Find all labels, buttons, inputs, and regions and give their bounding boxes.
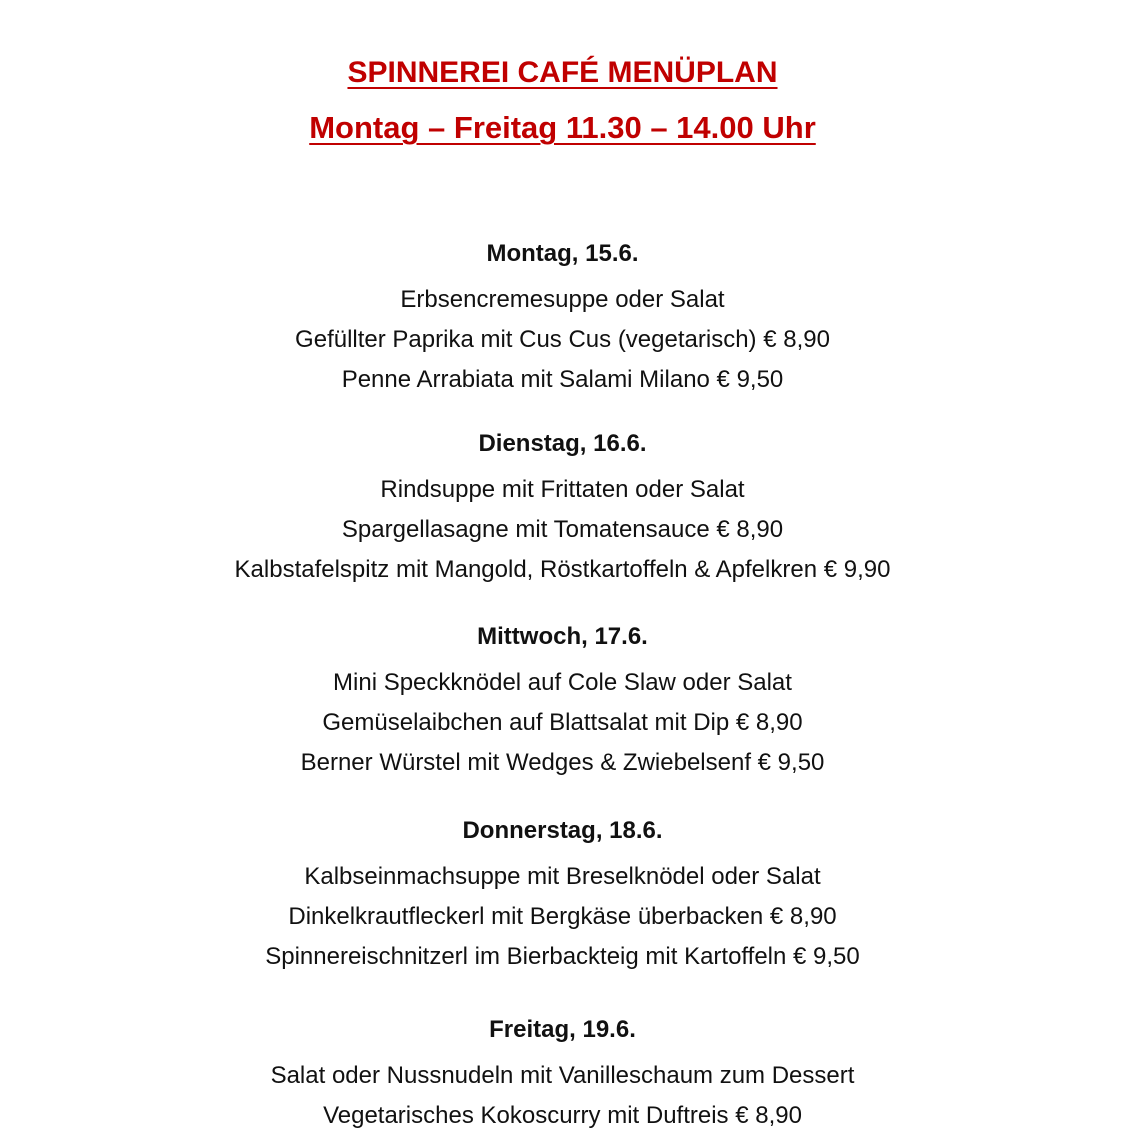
day-thursday <box>0 817 1125 977</box>
dish-item: Berner Würstel mit Wedges & Zwiebelsenf € 9,50 <box>300 749 825 776</box>
dish-item: Vegetarisches Kokoscurry mit Duftreis € 8,90 <box>323 1102 802 1129</box>
day-name: Dienstag, 16.6. <box>478 430 647 457</box>
day-friday <box>0 1016 1125 1136</box>
dish-item: Rindsuppe mit Frittaten oder Salat <box>380 476 745 503</box>
day-name: Montag, 15.6. <box>486 240 639 267</box>
dish-item: Erbsencremesuppe oder Salat <box>400 286 725 313</box>
day-name: Freitag, 19.6. <box>489 1016 636 1043</box>
dish-item: Spinnereischnitzerl im Bierbackteig mit Kartoffeln € 9,50 <box>265 943 860 970</box>
dish-item: Gemüselaibchen auf Blattsalat mit Dip € 8,90 <box>322 709 803 736</box>
day-name: Donnerstag, 18.6. <box>462 817 663 844</box>
dish-item: Mini Speckknödel auf Cole Slaw oder Salat <box>333 669 792 696</box>
day-name: Mittwoch, 17.6. <box>477 623 648 650</box>
day-wednesday <box>0 623 1125 783</box>
menu-hours: Montag – Freitag 11.30 – 14.00 Uhr <box>309 110 816 145</box>
menu-title: SPINNEREI CAFÉ MENÜPLAN <box>347 56 778 89</box>
day-tuesday <box>0 430 1125 590</box>
dish-item: Kalbseinmachsuppe mit Breselknödel oder Salat <box>304 863 821 890</box>
dish-item: Salat oder Nussnudeln mit Vanilleschaum zum Dessert <box>270 1062 855 1089</box>
dish-item: Dinkelkrautfleckerl mit Bergkäse überbacken € 8,90 <box>288 903 837 930</box>
dish-item: Kalbstafelspitz mit Mangold, Röstkartoffeln & Apfelkren € 9,90 <box>234 556 891 583</box>
dish-item: Gefüllter Paprika mit Cus Cus (vegetarisch) € 8,90 <box>295 326 830 353</box>
dish-item: Spargellasagne mit Tomatensauce € 8,90 <box>341 516 784 543</box>
day-monday <box>0 240 1125 400</box>
dish-item: Penne Arrabiata mit Salami Milano € 9,50 <box>341 366 784 393</box>
